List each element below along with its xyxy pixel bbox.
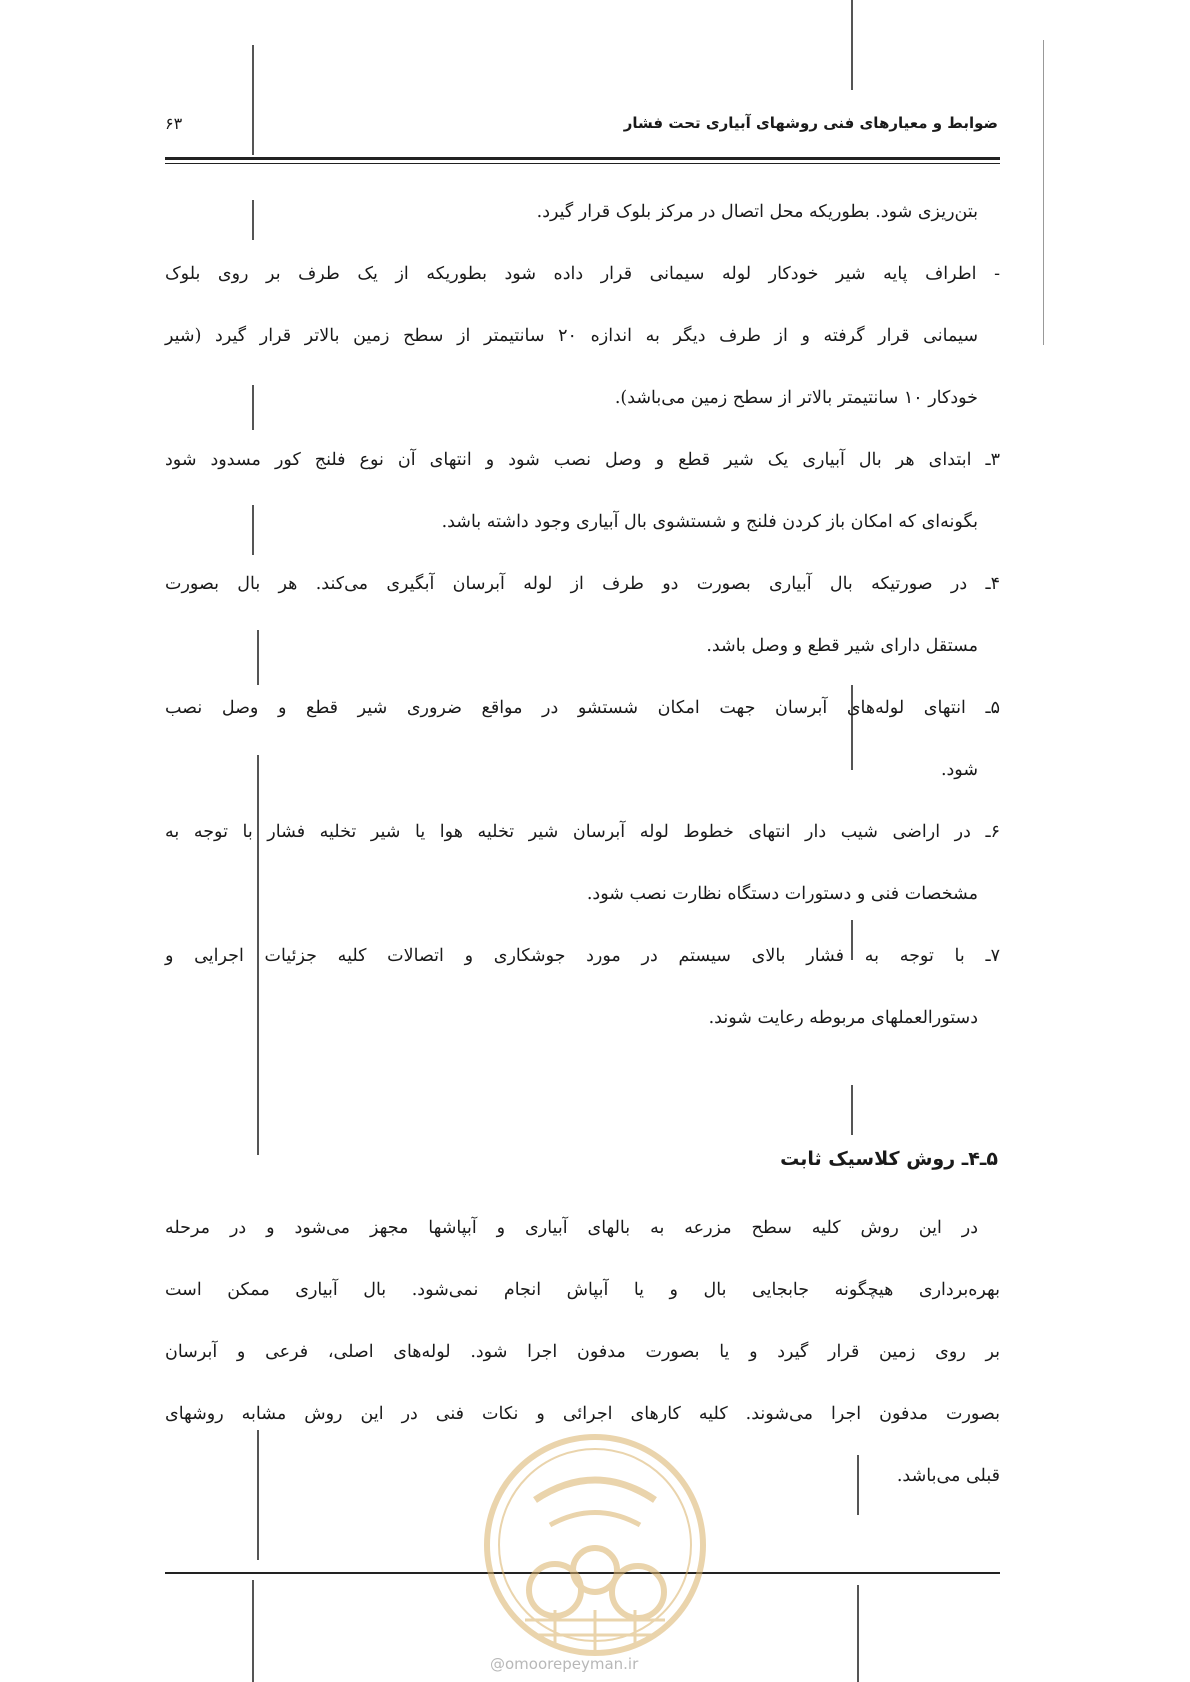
text-line: بتن‌ریزی شود. بطوریکه محل اتصال در مرکز بلوک قرار گیرد. [536,202,978,222]
section-heading: ۵ـ۴ـ روش کلاسیک ثابت [780,1148,998,1170]
text-line: بگونه‌ای که امکان باز کردن فلنج و شستشوی بال آبیاری وجود داشته باشد. [441,512,978,532]
text-line: دستورالعملهای مربوطه رعایت شوند. [708,1008,978,1028]
list-item-line: - اطراف پایه شیر خودکار لوله سیمانی قرار داده شود بطوریکه از یک طرف بر روی بلوک [165,264,1000,284]
running-header-title: ضوابط و معیارهای فنی روشهای آبیاری تحت فشار [623,114,998,132]
header-rule-thin [165,163,1000,164]
text-line: قبلی می‌باشد. [896,1466,1000,1486]
watermark-url [490,1655,638,1673]
header-rule-thick [165,157,1000,160]
watermark-url-text: omoorepeyman.ir [505,1655,639,1673]
text-line: مشخصات فنی و دستورات دستگاه نظارت نصب شود. [586,884,978,904]
scan-artifact-line [857,1585,859,1682]
scan-artifact-line [252,45,254,155]
text-line: در این روش کلیه سطح مزرعه به بالهای آبیاری و آبپاشها مجهز می‌شود و در مرحله [165,1218,978,1238]
seal-stamp-logo [480,1430,710,1660]
scan-artifact-line [851,1085,853,1135]
text-line: مستقل دارای شیر قطع و وصل باشد. [706,636,978,656]
list-item-line: ۴ـ در صورتیکه بال آبیاری بصورت دو طرف از لوله آبرسان آبگیری می‌کند. هر بال بصورت [165,574,1000,594]
list-item-line: ۳ـ ابتدای هر بال آبیاری یک شیر قطع و وصل نصب شود و انتهای آن نوع فلنج کور مسدود شود [165,450,1000,470]
text-line: شود. [940,760,978,780]
page-number: ۶۳ [165,114,183,133]
instruction-list [165,192,1000,1060]
at-sign-icon: @ [490,1655,505,1673]
text-line: بر روی زمین قرار گیرد و یا بصورت مدفون اجرا شود. لوله‌های اصلی، فرعی و آبرسان [165,1342,1000,1362]
scan-artifact-line [851,0,853,90]
text-line: بصورت مدفون اجرا می‌شوند. کلیه کارهای اجرائی و نکات فنی در این روش مشابه روشهای [165,1404,1000,1424]
list-item-line: ۶ـ در اراضی شیب دار انتهای خطوط لوله آبرسان شیر تخلیه هوا یا شیر تخلیه فشار با توجه به [165,822,1000,842]
scan-artifact-line [1043,40,1044,345]
text-line: سیمانی قرار گرفته و از طرف دیگر به اندازه ۲۰ سانتیمتر از سطح زمین بالاتر قرار گیرد (شیر [165,326,979,346]
list-item-line: ۵ـ انتهای لوله‌های آبرسان جهت امکان شستشو در مواقع ضروری شیر قطع و وصل نصب [165,698,1000,718]
list-item-line: ۷ـ با توجه به فشار بالای سیستم در مورد جوشکاری و اتصالات کلیه جزئیات اجرایی و [165,946,1000,966]
scan-artifact-line [252,1580,254,1682]
text-line: بهره‌برداری هیچگونه جابجایی بال و یا آبپاش انجام نمی‌شود. بال آبیاری ممکن است [165,1280,1000,1300]
text-line: خودکار ۱۰ سانتیمتر بالاتر از سطح زمین می‌باشد). [614,388,978,408]
